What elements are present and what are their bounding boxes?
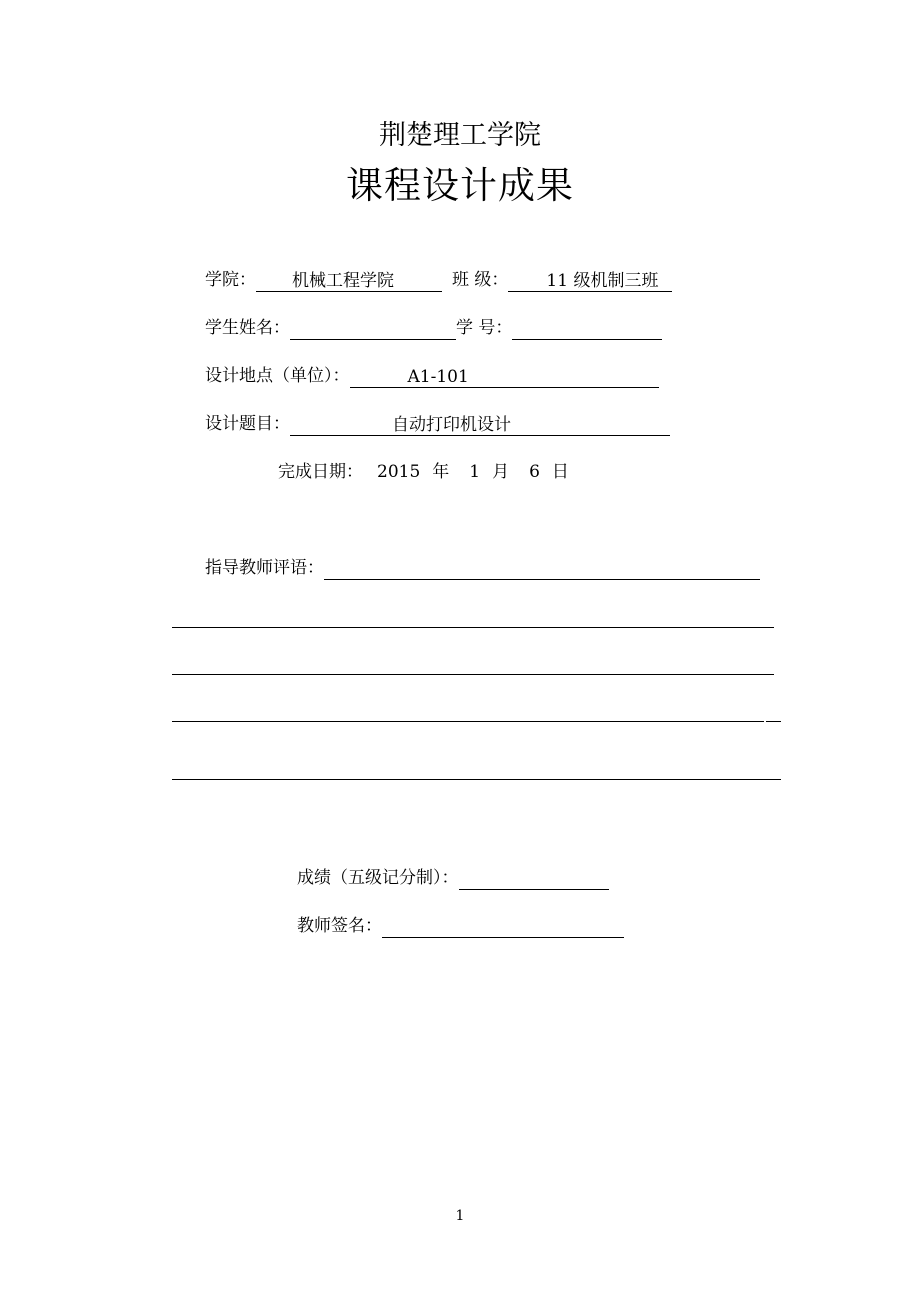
grade-field[interactable] xyxy=(459,868,609,890)
date-year-unit: 年 xyxy=(432,462,450,482)
grade-row xyxy=(297,866,609,890)
date-year: 2015 xyxy=(377,462,421,482)
comments-line-4[interactable] xyxy=(172,779,781,780)
page-number: 1 xyxy=(455,1208,465,1224)
location-label: 设计地点（单位）： xyxy=(205,366,350,386)
student-row xyxy=(205,316,662,340)
school-name: 荆楚理工学院 xyxy=(379,120,541,151)
college-field[interactable]: 机械工程学院 xyxy=(256,270,442,292)
comments-line-3-tail xyxy=(766,721,781,722)
comments-line-3[interactable] xyxy=(172,721,764,722)
topic-row xyxy=(205,412,670,436)
document-title: 课程设计成果 xyxy=(346,164,574,207)
college-class-row xyxy=(205,268,672,292)
signature-label: 教师签名： xyxy=(297,916,382,936)
grade-label: 成绩（五级记分制）： xyxy=(297,868,459,888)
class-label: 班 级： xyxy=(452,270,509,290)
topic-label: 设计题目： xyxy=(205,414,290,434)
date-month: 1 xyxy=(469,462,481,482)
comments-field[interactable] xyxy=(324,558,760,580)
signature-row xyxy=(297,914,624,938)
college-label: 学院： xyxy=(205,270,256,290)
date-row xyxy=(278,460,569,484)
student-name-label: 学生姓名： xyxy=(205,318,290,338)
class-field[interactable]: 11 级机制三班 xyxy=(508,270,672,292)
topic-field[interactable]: 自动打印机设计 xyxy=(290,414,670,436)
comments-label: 指导教师评语： xyxy=(205,558,324,578)
student-id-field[interactable] xyxy=(512,318,662,340)
comments-row xyxy=(205,556,760,580)
signature-field[interactable] xyxy=(382,916,624,938)
comments-line-1[interactable] xyxy=(172,627,774,628)
location-row xyxy=(205,364,659,388)
comments-line-2[interactable] xyxy=(172,674,774,675)
student-id-label: 学 号： xyxy=(456,318,513,338)
date-label: 完成日期： xyxy=(278,462,363,482)
student-name-field[interactable] xyxy=(290,318,456,340)
date-day: 6 xyxy=(529,462,540,482)
location-field[interactable]: A1-101 xyxy=(350,366,659,388)
date-day-unit: 日 xyxy=(551,462,569,482)
date-month-unit: 月 xyxy=(492,462,510,482)
